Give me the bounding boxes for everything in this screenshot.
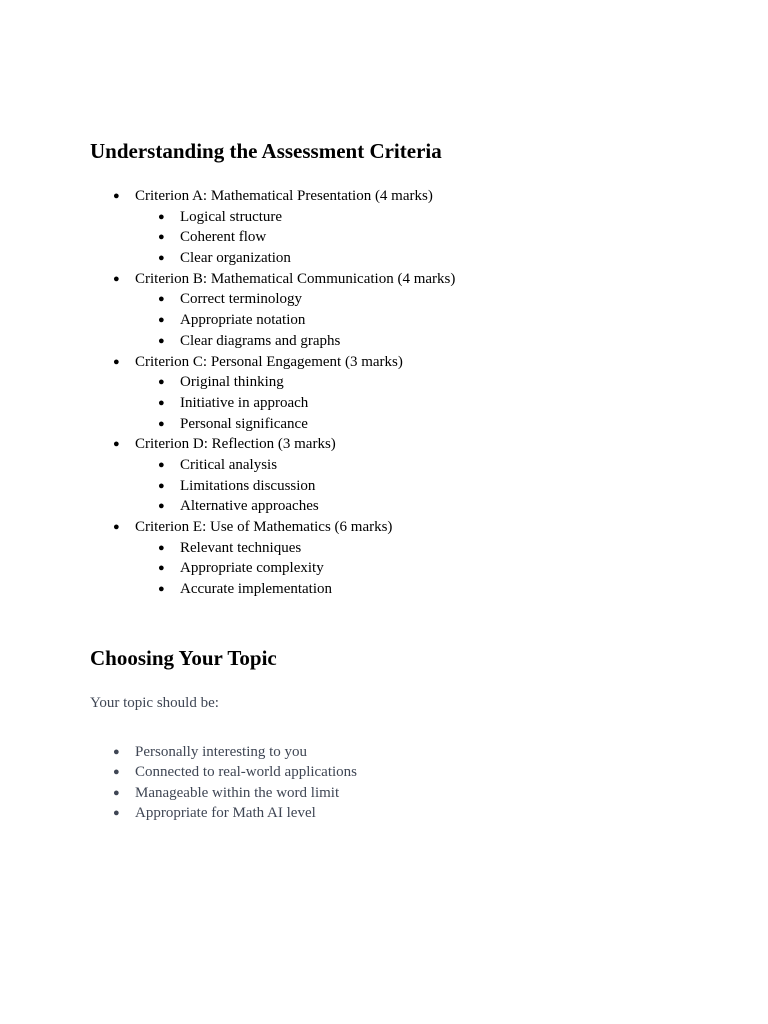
bullet-icon: ● — [158, 231, 165, 244]
criterion-label: Criterion B: Mathematical Communication (4 marks) — [135, 270, 456, 287]
bullet-icon: ● — [158, 396, 165, 409]
criterion-point: ● Coherent flow — [0, 227, 768, 248]
bullet-icon: ● — [113, 521, 120, 533]
bullet-icon: ● — [158, 583, 165, 596]
bullet-icon: ● — [113, 806, 120, 819]
bullet-icon: ● — [158, 314, 165, 327]
criterion-point: ● Clear organization — [0, 248, 768, 269]
criterion-label: Criterion D: Reflection (3 marks) — [135, 436, 336, 453]
criterion-points — [0, 372, 768, 434]
criterion-point: ● Correct terminology — [0, 289, 768, 310]
bullet-icon: ● — [158, 500, 165, 513]
criterion-point: ● Alternative approaches — [0, 496, 768, 517]
criterion-point: ● Relevant techniques — [0, 538, 768, 559]
bullet-icon: ● — [113, 190, 120, 202]
criterion-label: Criterion E: Use of Mathematics (6 marks) — [135, 519, 393, 535]
bullet-icon: ● — [113, 746, 120, 758]
topic-point: ● Connected to real-world applications — [0, 762, 768, 782]
topic-intro: Your topic should be: — [90, 695, 219, 711]
criterion-point: ● Appropriate notation — [0, 310, 768, 331]
bullet-icon: ● — [158, 376, 165, 389]
bullet-icon: ● — [113, 272, 120, 285]
criterion-item — [0, 352, 768, 435]
bullet-icon: ● — [158, 210, 165, 223]
bullet-icon: ● — [113, 786, 120, 799]
bullet-icon: ● — [113, 766, 120, 779]
bullet-icon: ● — [113, 438, 120, 451]
bullet-icon: ● — [158, 541, 165, 554]
criterion-points — [0, 289, 768, 351]
criterion-point: ● Original thinking — [0, 372, 768, 393]
criterion-label: Criterion C: Personal Engagement (3 marks) — [135, 353, 403, 370]
criteria-list — [0, 186, 768, 600]
topic-point: ● Appropriate for Math AI level — [0, 803, 768, 823]
criterion-point: ● Personal significance — [0, 414, 768, 435]
bullet-icon: ● — [158, 458, 165, 471]
topic-heading: Choosing Your Topic — [90, 646, 277, 670]
criterion-item — [0, 517, 768, 600]
criterion-point: ● Appropriate complexity — [0, 558, 768, 579]
bullet-icon: ● — [158, 293, 165, 306]
criterion-points — [0, 207, 768, 269]
bullet-icon: ● — [158, 417, 165, 430]
criterion-point: ● Accurate implementation — [0, 579, 768, 600]
criterion-item — [0, 434, 768, 517]
criterion-label: Criterion A: Mathematical Presentation (4 marks) — [135, 188, 433, 204]
criterion-points — [0, 455, 768, 517]
criterion-point: ● Limitations discussion — [0, 476, 768, 497]
topic-point: ● Personally interesting to you — [0, 742, 768, 762]
criterion-item — [0, 186, 768, 269]
topic-point: ● Manageable within the word limit — [0, 783, 768, 803]
bullet-icon: ● — [158, 479, 165, 492]
bullet-icon: ● — [158, 562, 165, 575]
criterion-point: ● Initiative in approach — [0, 393, 768, 414]
criteria-heading: Understanding the Assessment Criteria — [90, 139, 442, 163]
topic-list — [0, 742, 768, 823]
bullet-icon: ● — [113, 355, 120, 368]
criterion-point: ● Clear diagrams and graphs — [0, 331, 768, 352]
bullet-icon: ● — [158, 334, 165, 347]
bullet-icon: ● — [158, 252, 165, 265]
criterion-points — [0, 538, 768, 600]
criterion-point: ● Logical structure — [0, 207, 768, 228]
criterion-item — [0, 269, 768, 352]
criterion-point: ● Critical analysis — [0, 455, 768, 476]
